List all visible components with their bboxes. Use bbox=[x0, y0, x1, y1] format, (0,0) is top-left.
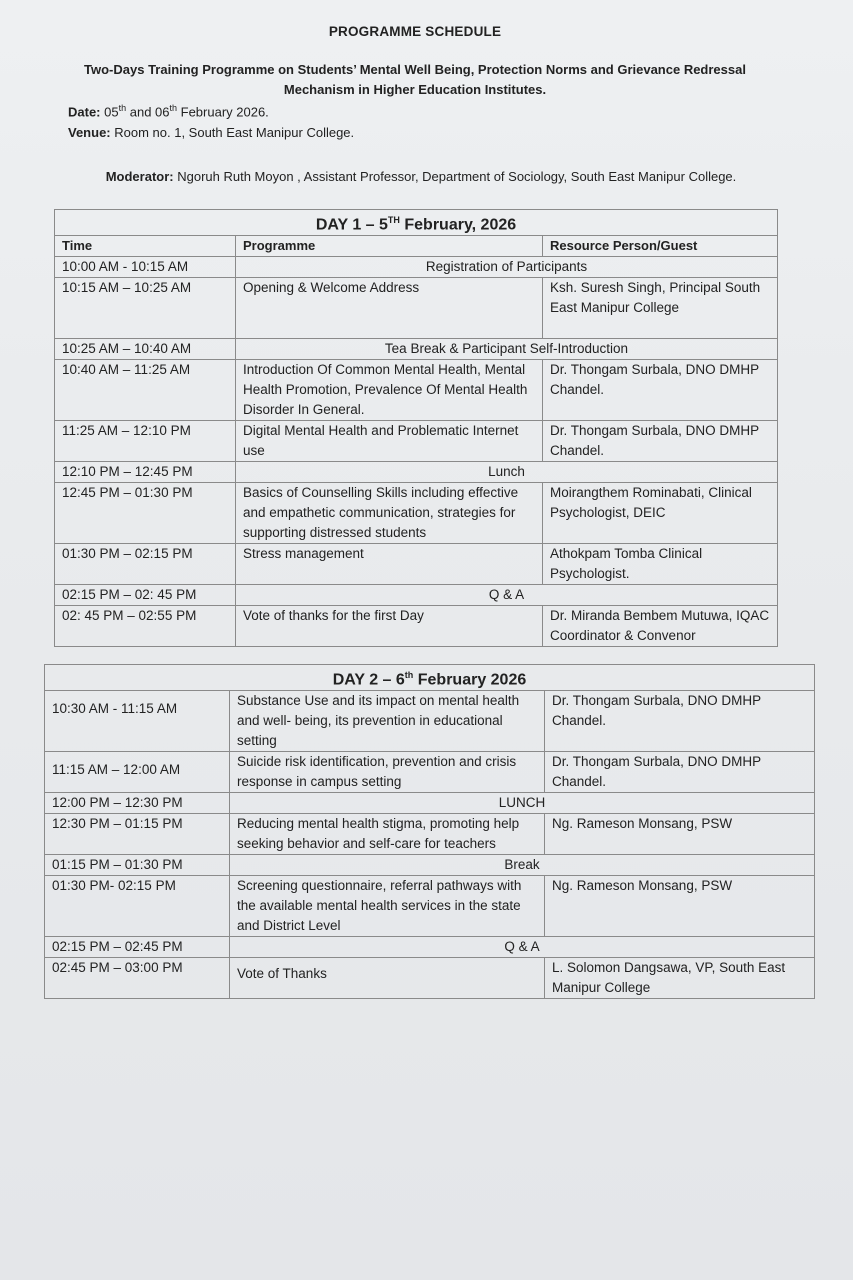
programme-cell: Opening & Welcome Address bbox=[236, 278, 543, 339]
resource-cell: Ng. Rameson Monsang, PSW bbox=[545, 876, 815, 937]
programme-subtitle: Two-Days Training Programme on Students’ Mental Well Being, Protection Norms and Grievance Redressal Mechanism in Higher Education Institutes. bbox=[84, 62, 746, 97]
time-cell: 02:15 PM – 02: 45 PM bbox=[55, 585, 236, 606]
time-cell: 10:40 AM – 11:25 AM bbox=[55, 360, 236, 421]
programme-cell: Suicide risk identification, prevention and crisis response in campus setting bbox=[230, 752, 545, 793]
day2-schedule-table bbox=[44, 664, 815, 999]
date-sup-a: th bbox=[118, 103, 127, 113]
resource-cell: Ng. Rameson Monsang, PSW bbox=[545, 814, 815, 855]
resource-cell: Dr. Miranda Bembem Mutuwa, IQAC Coordinator & Convenor bbox=[543, 606, 778, 647]
day2-heading-row bbox=[45, 665, 815, 691]
resource-cell: Dr. Thongam Surbala, DNO DMHP Chandel. bbox=[543, 360, 778, 421]
date-sup-b: th bbox=[169, 103, 178, 113]
date-label: Date: bbox=[68, 104, 101, 120]
resource-cell: Moirangthem Rominabati, Clinical Psychologist, DEIC bbox=[543, 483, 778, 544]
time-cell: 12:30 PM – 01:15 PM bbox=[45, 814, 230, 855]
span-cell: Lunch bbox=[236, 462, 778, 483]
programme-cell: Screening questionnaire, referral pathways with the available mental health services in the state and District Level bbox=[230, 876, 545, 937]
day1-heading bbox=[55, 210, 778, 236]
date-value-c: February 2026. bbox=[177, 104, 269, 120]
table-row bbox=[45, 752, 815, 793]
resource-cell: Dr. Thongam Surbala, DNO DMHP Chandel. bbox=[543, 421, 778, 462]
day1-schedule-table bbox=[54, 209, 778, 647]
day2-heading bbox=[45, 665, 815, 691]
time-cell: 12:00 PM – 12:30 PM bbox=[45, 793, 230, 814]
programme-cell: Introduction Of Common Mental Health, Mental Health Promotion, Prevalence Of Mental Health Disorder In General. bbox=[236, 360, 543, 421]
table-row bbox=[45, 876, 815, 937]
resource-cell: Dr. Thongam Surbala, DNO DMHP Chandel. bbox=[545, 691, 815, 752]
resource-cell: Athokpam Tomba Clinical Psychologist. bbox=[543, 544, 778, 585]
venue-value: Room no. 1, South East Manipur College. bbox=[110, 125, 355, 140]
table-header-row bbox=[55, 236, 778, 257]
day1-heading-sup: TH bbox=[387, 215, 400, 225]
table-row bbox=[55, 278, 778, 339]
table-row bbox=[55, 606, 778, 647]
span-cell: Q & A bbox=[230, 937, 815, 958]
col-header-programme: Programme bbox=[236, 236, 543, 257]
time-cell: 10:00 AM - 10:15 AM bbox=[55, 257, 236, 278]
resource-cell: Dr. Thongam Surbala, DNO DMHP Chandel. bbox=[545, 752, 815, 793]
table-row bbox=[45, 855, 815, 876]
time-cell: 12:45 PM – 01:30 PM bbox=[55, 483, 236, 544]
table-row bbox=[45, 814, 815, 855]
table-row bbox=[55, 544, 778, 585]
programme-cell: Basics of Counselling Skills including effective and empathetic communication, strategies for supporting distressed students bbox=[236, 483, 543, 544]
table-row bbox=[45, 793, 815, 814]
table-row bbox=[55, 257, 778, 278]
day1-heading-row bbox=[55, 210, 778, 236]
resource-cell: L. Solomon Dangsawa, VP, South East Manipur College bbox=[545, 958, 815, 999]
time-cell: 02: 45 PM – 02:55 PM bbox=[55, 606, 236, 647]
table-row bbox=[45, 691, 815, 752]
venue-label: Venue: bbox=[68, 125, 111, 140]
day2-heading-b: February 2026 bbox=[413, 671, 527, 689]
table-row bbox=[45, 958, 815, 999]
table-row bbox=[45, 937, 815, 958]
programme-cell: Stress management bbox=[236, 544, 543, 585]
time-cell: 10:15 AM – 10:25 AM bbox=[55, 278, 236, 339]
time-cell: 12:10 PM – 12:45 PM bbox=[55, 462, 236, 483]
programme-cell: Vote of Thanks bbox=[230, 958, 545, 999]
day2-heading-sup: th bbox=[404, 670, 414, 680]
time-cell: 10:30 AM - 11:15 AM bbox=[45, 691, 230, 752]
time-cell: 01:30 PM – 02:15 PM bbox=[55, 544, 236, 585]
venue-line bbox=[68, 125, 354, 140]
moderator-label: Moderator: bbox=[105, 169, 174, 184]
date-value-a: 05 bbox=[104, 104, 119, 120]
span-cell: Registration of Participants bbox=[236, 257, 778, 278]
programme-cell: Digital Mental Health and Problematic Internet use bbox=[236, 421, 543, 462]
moderator-value: Ngoruh Ruth Moyon , Assistant Professor, Department of Sociology, South East Manipur College. bbox=[173, 169, 737, 184]
time-cell: 11:15 AM – 12:00 AM bbox=[45, 752, 230, 793]
col-header-resource: Resource Person/Guest bbox=[543, 236, 778, 257]
time-cell: 01:15 PM – 01:30 PM bbox=[45, 855, 230, 876]
span-cell: LUNCH bbox=[230, 793, 815, 814]
programme-cell: Reducing mental health stigma, promoting help seeking behavior and self-care for teachers bbox=[230, 814, 545, 855]
col-header-time: Time bbox=[55, 236, 236, 257]
programme-cell: Substance Use and its impact on mental health and well- being, its prevention in educational setting bbox=[230, 691, 545, 752]
span-cell: Tea Break & Participant Self-Introduction bbox=[236, 339, 778, 360]
table-row bbox=[55, 585, 778, 606]
programme-cell: Vote of thanks for the first Day bbox=[236, 606, 543, 647]
table-row bbox=[55, 339, 778, 360]
span-cell: Break bbox=[230, 855, 815, 876]
day1-heading-a: DAY 1 – 5 bbox=[315, 216, 388, 234]
table-row bbox=[55, 421, 778, 462]
table-row bbox=[55, 360, 778, 421]
time-cell: 01:30 PM- 02:15 PM bbox=[45, 876, 230, 937]
date-value-b: and 06 bbox=[126, 104, 170, 120]
table-row bbox=[55, 483, 778, 544]
span-cell: Q & A bbox=[236, 585, 778, 606]
resource-cell: Ksh. Suresh Singh, Principal South East Manipur College bbox=[543, 278, 778, 339]
time-cell: 02:15 PM – 02:45 PM bbox=[45, 937, 230, 958]
time-cell: 02:45 PM – 03:00 PM bbox=[45, 958, 230, 999]
day2-heading-a: DAY 2 – 6 bbox=[332, 671, 405, 689]
table-row bbox=[55, 462, 778, 483]
moderator-line bbox=[76, 166, 766, 188]
page-title: PROGRAMME SCHEDULE bbox=[328, 24, 502, 39]
time-cell: 11:25 AM – 12:10 PM bbox=[55, 421, 236, 462]
date-line bbox=[68, 103, 269, 119]
day1-heading-b: February, 2026 bbox=[399, 216, 517, 234]
time-cell: 10:25 AM – 10:40 AM bbox=[55, 339, 236, 360]
